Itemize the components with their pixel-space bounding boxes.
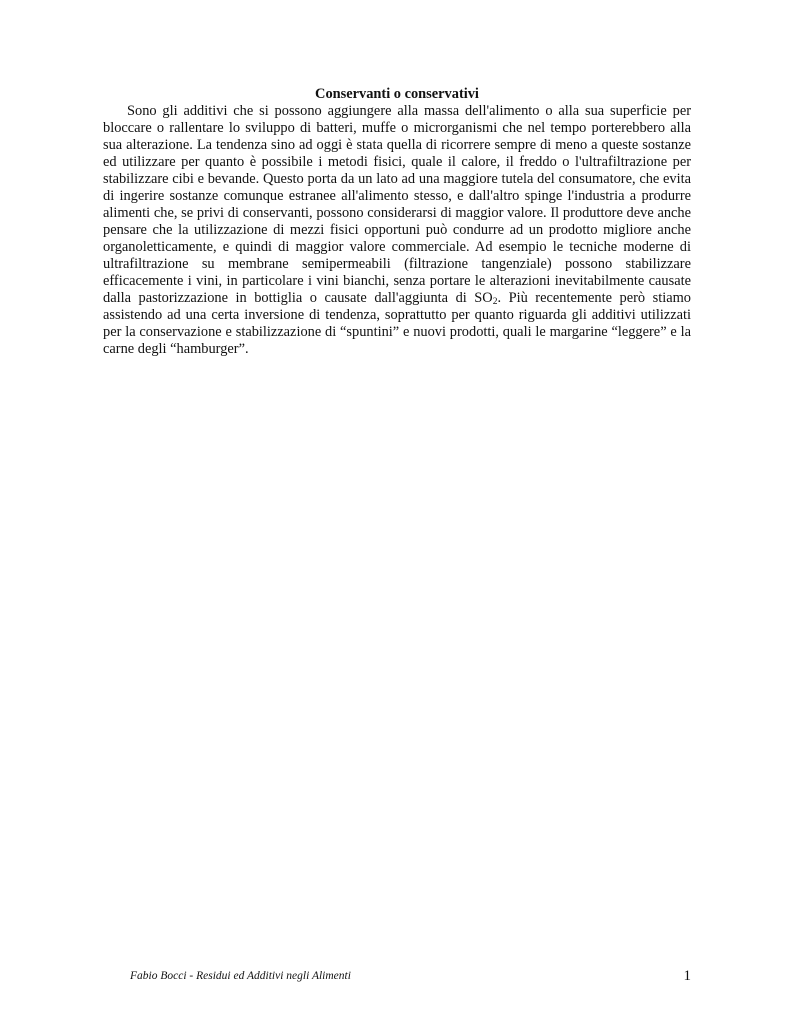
paragraph-text-continuation: . Più recentemente però stiamo assistendo ad una certa inversione di tendenza, soprattutto per quanto riguarda gli additivi utilizzati per la conservazione e stabilizzazione di “spuntini” e nuovi prodotti, quali le margarine “leggere” e la carne degli “hamburger”.: [103, 290, 692, 357]
page-footer: [130, 967, 691, 985]
section-title: Conservanti o conservativi: [315, 86, 479, 102]
paragraph-text-main: Sono gli additivi che si possono aggiungere alla massa dell'alimento o alla sua superficie per bloccare o rallentare lo sviluppo di batteri, muffe o microrganismi che nel tempo porterebbero alla sua alterazione. La tendenza sino ad oggi è stata quella di ricorrere sempre di meno a queste sostanze ed utilizzare per quanto è possibile i metodi fisici, quale il calore, il freddo o l'ultrafiltrazione per stabilizzare cibi e bevande. Questo porta da un lato ad una maggiore tutela del consumatore, che evita di ingerire sostanze comunque estranee all'alimento stesso, e dall'altro spinge l'industria a produrre alimenti che, se privi di conservanti, possono considerarsi di maggior valore. Il produttore deve anche pensare che la utilizzazione di mezzi fisici opportuni può condurre ad un prodotto migliore anche organoletticamente, e quindi di maggior valore commerciale. Ad esempio le tecniche moderne di ultrafiltrazione su membrane semipermeabili (filtrazione tangenziale) possono stabilizzare efficacemente i vini, in particolare i vini bianchi, senza portare le alterazioni inevitabilmente causate dalla pastorizzazione in bottiglia o causate dall'aggiunta di SO: [103, 103, 691, 306]
page-number: 1: [683, 968, 691, 984]
body-paragraph: [103, 103, 691, 358]
chemical-subscript: 2: [492, 297, 498, 307]
footer-caption: Fabio Bocci - Residui ed Additivi negli Alimenti: [130, 970, 351, 982]
